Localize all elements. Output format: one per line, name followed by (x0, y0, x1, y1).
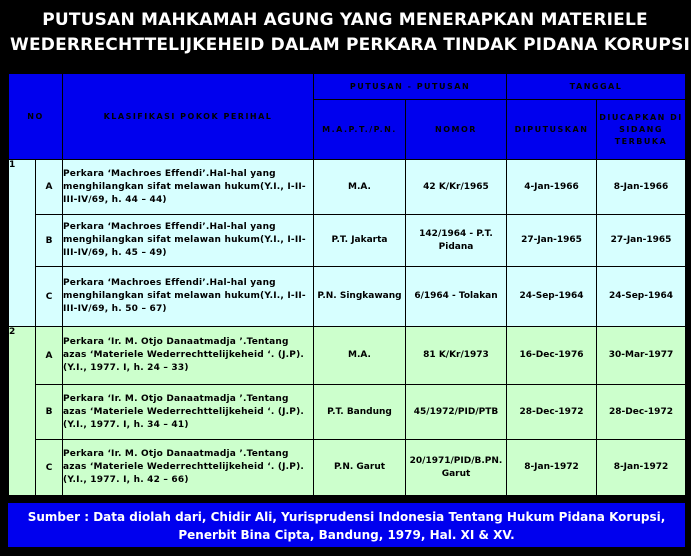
row-date-diucapkan: 28-Dec-1972 (597, 385, 686, 440)
source-footer (8, 503, 685, 547)
header-putusan: PUTUSAN - PUTUSAN (314, 74, 507, 100)
row-description: Perkara ‘Machroes Effendi’.Hal-hal yang menghilangkan sifat melawan hukum(Y.I., I-II-III-IV/69, h. 44 – 44) (63, 160, 314, 215)
row-date-diputuskan: 4-Jan-1966 (507, 160, 597, 215)
row-description: Perkara ‘Machroes Effendi’.Hal-hal yang menghilangkan sifat melawan hukum(Y.I., I-II-III-IV/69, h. 50 – 67) (63, 267, 314, 327)
group-number: 2 (9, 327, 36, 496)
header-klasifikasi: KLASIFIKASI POKOK PERIHAL (63, 74, 314, 160)
row-nomor: 81 K/Kr/1973 (406, 327, 507, 385)
row-court: P.N. Garut (314, 440, 406, 496)
row-description: Perkara ‘Ir. M. Otjo Danaatmadja ’.Tentang azas ‘Materiele Wederrechttelijkeheid ‘. (J.P). (Y.I., 1977. I, h. 24 – 33) (63, 327, 314, 385)
row-letter: C (36, 440, 63, 496)
row-date-diputuskan: 28-Dec-1972 (507, 385, 597, 440)
row-date-diucapkan: 8-Jan-1966 (597, 160, 686, 215)
header-diputuskan: DIPUTUSKAN (507, 100, 597, 160)
row-nomor: 6/1964 - Tolakan (406, 267, 507, 327)
verdict-table (8, 73, 686, 496)
header-diucapkan: DIUCAPKAN DI SIDANG TERBUKA (597, 100, 686, 160)
row-date-diputuskan: 8-Jan-1972 (507, 440, 597, 496)
title-line-2: WEDERRECHTTELIJKEHEID DALAM PERKARA TINDAK PIDANA KORUPSI (10, 35, 691, 55)
row-letter: A (36, 160, 63, 215)
row-date-diucapkan: 24-Sep-1964 (597, 267, 686, 327)
row-description: Perkara ‘Ir. M. Otjo Danaatmadja ’.Tentang azas ‘Materiele Wederrechttelijkeheid ‘. (J.P). (Y.I., 1977. I, h. 42 – 66) (63, 440, 314, 496)
footer-line-1: Sumber : Data diolah dari, Chidir Ali, Yurisprudensi Indonesia Tentang Hukum Pidana Korupsi, (27, 510, 666, 524)
row-court: M.A. (314, 327, 406, 385)
row-nomor: 42 K/Kr/1965 (406, 160, 507, 215)
row-letter: A (36, 327, 63, 385)
row-description: Perkara ‘Machroes Effendi’.Hal-hal yang menghilangkan sifat melawan hukum(Y.I., I-II-III-IV/69, h. 45 – 49) (63, 215, 314, 267)
row-letter: B (36, 385, 63, 440)
row-date-diputuskan: 16-Dec-1976 (507, 327, 597, 385)
title-line-1: PUTUSAN MAHKAMAH AGUNG YANG MENERAPKAN MATERIELE (42, 10, 648, 30)
row-date-diucapkan: 30-Mar-1977 (597, 327, 686, 385)
row-date-diputuskan: 27-Jan-1965 (507, 215, 597, 267)
group-number: 1 (9, 160, 36, 327)
row-court: M.A. (314, 160, 406, 215)
document-title (10, 8, 691, 70)
header-nomor: NOMOR (406, 100, 507, 160)
header-mapt: M.A.P.T./P.N. (314, 100, 406, 160)
row-date-diputuskan: 24-Sep-1964 (507, 267, 597, 327)
header-tanggal: TANGGAL (507, 74, 686, 100)
row-nomor: 142/1964 - P.T. Pidana (406, 215, 507, 267)
row-letter: B (36, 215, 63, 267)
row-nomor: 20/1971/PID/B.PN. Garut (406, 440, 507, 496)
row-court: P.T. Bandung (314, 385, 406, 440)
header-no: NO (9, 74, 63, 160)
row-court: P.T. Jakarta (314, 215, 406, 267)
row-date-diucapkan: 8-Jan-1972 (597, 440, 686, 496)
row-date-diucapkan: 27-Jan-1965 (597, 215, 686, 267)
footer-line-2: Penerbit Bina Cipta, Bandung, 1979, Hal. XI & XV. (178, 528, 515, 542)
row-description: Perkara ‘Ir. M. Otjo Danaatmadja ’.Tentang azas ‘Materiele Wederrechttelijkeheid ‘. (J.P). (Y.I., 1977. I, h. 34 – 41) (63, 385, 314, 440)
row-nomor: 45/1972/PID/PTB (406, 385, 507, 440)
row-letter: C (36, 267, 63, 327)
row-court: P.N. Singkawang (314, 267, 406, 327)
